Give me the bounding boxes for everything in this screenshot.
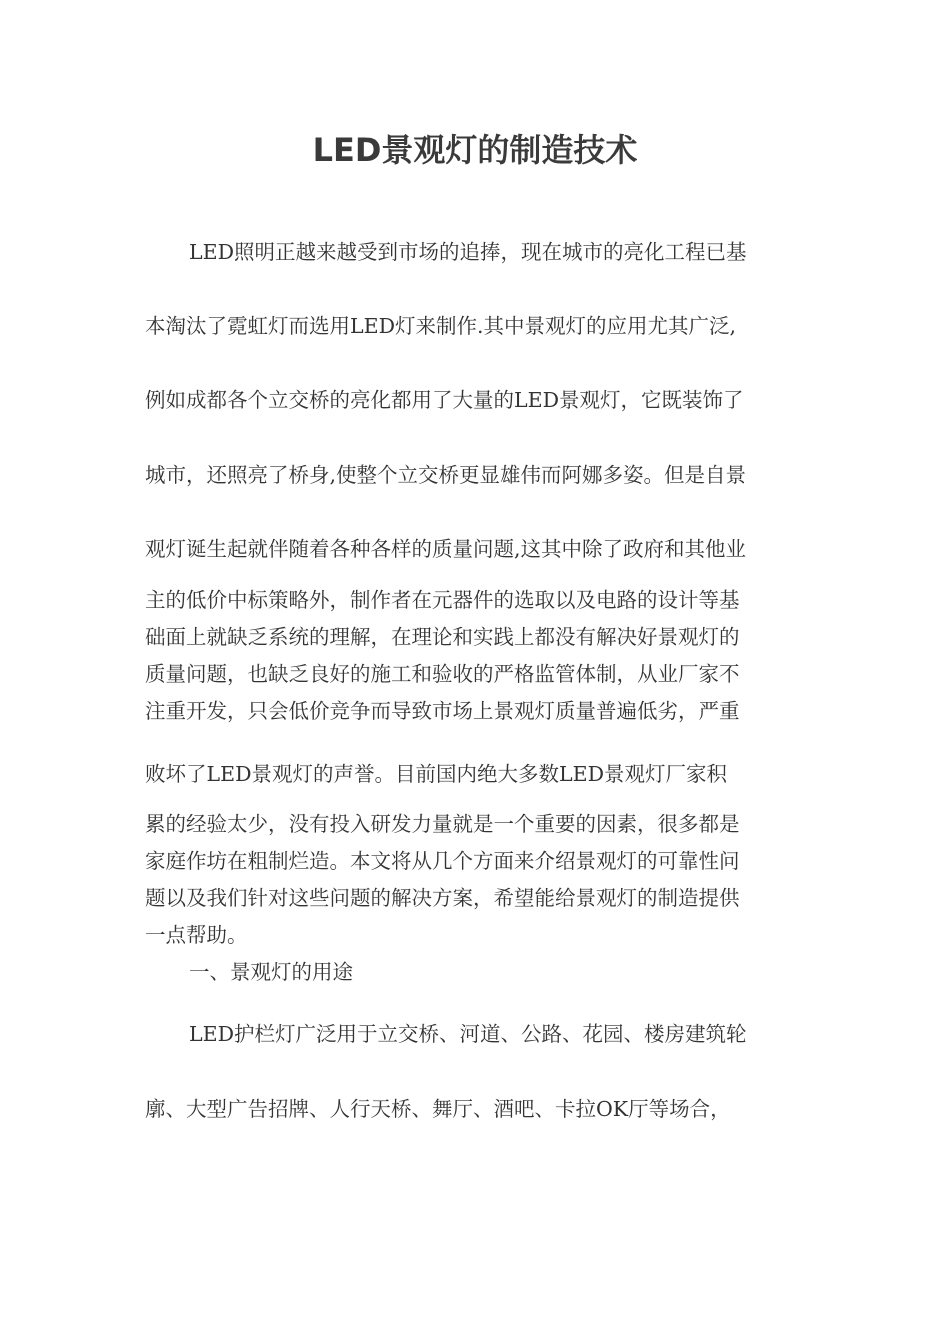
paragraph-line: 败坏了LED景观灯的声誉。目前国内绝大多数LED景观灯厂家积 bbox=[145, 762, 728, 786]
paragraph-line: 例如成都各个立交桥的亮化都用了大量的LED景观灯，它既装饰了 bbox=[145, 388, 744, 412]
paragraph-line: 累的经验太少，没有投入研发力量就是一个重要的因素，很多都是 bbox=[145, 812, 740, 836]
section-heading: 一、景观灯的用途 bbox=[189, 960, 353, 984]
paragraph-line: 一点帮助。 bbox=[145, 923, 248, 947]
paragraph-line: 家庭作坊在粗制烂造。本文将从几个方面来介绍景观灯的可靠性问 bbox=[145, 849, 740, 873]
paragraph-line: LED护栏灯广泛用于立交桥、河道、公路、花园、楼房建筑轮 bbox=[189, 1022, 747, 1046]
paragraph-line: 观灯诞生起就伴随着各种各样的质量问题,这其中除了政府和其他业 bbox=[145, 537, 747, 561]
paragraph-line: 廓、大型广告招牌、人行天桥、舞厅、酒吧、卡拉OK厅等场合， bbox=[145, 1097, 731, 1121]
paragraph-line: 质量问题，也缺乏良好的施工和验收的严格监管体制，从业厂家不 bbox=[145, 662, 740, 686]
paragraph-line: 本淘汰了霓虹灯而选用LED灯来制作.其中景观灯的应用尤其广泛, bbox=[145, 314, 737, 338]
document-title: LED景观灯的制造技术 bbox=[312, 131, 638, 169]
paragraph-line: 城市，还照亮了桥身,使整个立交桥更显雄伟而阿娜多姿。但是自景 bbox=[145, 463, 747, 487]
paragraph-line: 主的低价中标策略外，制作者在元器件的选取以及电路的设计等基 bbox=[145, 588, 740, 612]
paragraph-line: 础面上就缺乏系统的理解，在理论和实践上都没有解决好景观灯的 bbox=[145, 625, 740, 649]
paragraph-line: LED照明正越来越受到市场的追捧，现在城市的亮化工程已基 bbox=[189, 240, 747, 264]
paragraph-line: 题以及我们针对这些问题的解决方案，希望能给景观灯的制造提供 bbox=[145, 886, 740, 910]
paragraph-line: 注重开发，只会低价竞争而导致市场上景观灯质量普遍低劣，严重 bbox=[145, 699, 740, 723]
